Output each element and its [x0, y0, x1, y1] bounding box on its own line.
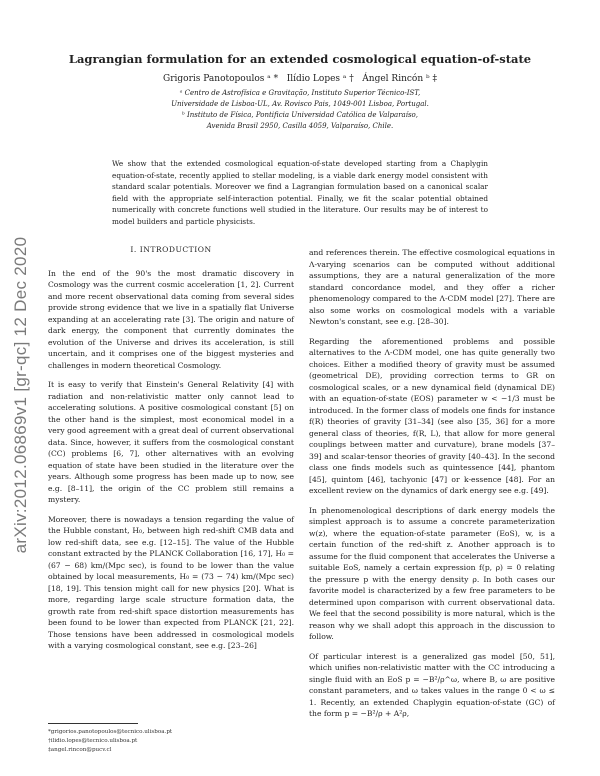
affiliation-line-4: Avenida Brasil 2950, Casilla 4059, Valparaíso, Chile. [206, 122, 394, 130]
paragraph: In the end of the 90's the most dramatic discovery in Cosmology was the current cosmic acceleration [1, 2]. Current and more recent observational data coming from several sides provide strong evidence that we live in a spatially flat Universe expanding at an accelerating rate [3]. The origin and nature of dark energy, the component that currently dominates the evolution of the Universe and drives its acceleration, is still uncertain, and it comprises one of the biggest mysteries and challenges in modern theoretical Cosmology. [48, 268, 294, 370]
paragraph: Moreover, there is nowadays a tension regarding the value of the Hubble constant, H₀, between high red-shift CMB data and low red-shift data, see e.g. [12–15]. The value of the Hubble constant extracted by the PLANCK Collaboration [16, 17], H₀ = (67 − 68) km/(Mpc sec), is found to be lower than the value obtained by local measurements, H₀ = (73 − 74) km/(Mpc sec) [18, 19]. This tension might call for new physics [20]. What is more, regarding large scale structure formation data, the growth rate from red-shift space distortion measurements has been found to be lower than expected from PLANCK [21, 22]. Those tensions have been addressed in cosmological models with a varying cosmological constant, see e.g. [23–26] [48, 514, 294, 650]
paragraph: In phenomenological descriptions of dark energy models the simplest approach is to assume a concrete parameterization w(z), where the equation-of-state parameter (EoS), w, is a certain function of the red-shift z. Another approach is to assume for the fluid component that accelerates the Universe a suitable EoS, namely a certain expression f(p, ρ) = 0 relating the pressure p with the energy density ρ. In both cases our favorite model is characterized by a few free parameters to be determined upon comparison with current observational data. We feel that the second possibility is more natural, which is the reason why we shall adopt this approach in the discussion to follow. [309, 505, 555, 641]
paragraph: Of particular interest is a generalized gas model [50, 51], which unifies non-relativistic matter with the CC introducing a single fluid with an EoS p = −B²/ρ^ω, where B, ω are positive constant parameters, and ω takes values in the range 0 < ω ≤ 1. Recently, an extended Chaplygin equation-of-state (GC) of the form p = −B²/ρ + A²ρ, [309, 651, 555, 718]
paragraph: and references therein. The effective cosmological equations in Λ-varying scenarios can be computed without additional assumptions, they are a natural generalization of the more standard concordance model, and they offer a richer phenomenology compared to the Λ-CDM model [27]. There are also some works on cosmological models with a variable Newton's constant, see e.g. [28–30]. [309, 248, 555, 326]
footnote-rule [48, 723, 138, 724]
section-heading: I. INTRODUCTION [130, 245, 212, 254]
footnote: ‡angel.rincon@pucv.cl [48, 747, 112, 753]
footnotes [48, 723, 294, 755]
paragraph: Regarding the aforementioned problems and possible alternatives to the Λ-CDM model, one has quite generally two choices. Either a modified theory of gravity must be assumed (geometrical DE), providing correction terms to GR on cosmological scales, or a new dynamical field (dynamical DE) with an equation-of-state (EOS) parameter w < −1/3 must be introduced. In the former class of models one finds for instance f(R) theories of gravity [31–34] (see also [35, 36] for a more general class of theories, f(R, L), that allow for more general couplings between matter and curvature), brane models [37–39] and scalar-tensor theories of gravity [40–43]. In the second class one finds models such as quintessence [44], phantom [45], quintom [46], tachyonic [47] or k-essence [48]. For an excellent review on the dynamics of dark energy see e.g. [49]. [309, 336, 555, 495]
arxiv-identifier: arXiv:2012.06869v1 [gr-qc] 12 Dec 2020 [11, 236, 30, 554]
affiliation-line-2: Universidade de Lisboa-UL, Av. Rovisco Pais, 1049-001 Lisboa, Portugal. [171, 100, 429, 108]
author-list: Grigoris Panotopoulos ᵃ * Ilídio Lopes ᵃ † Ángel Rincón ᵇ ‡ [163, 74, 437, 84]
footnote: *grigorios.panotopoulos@tecnico.ulisboa.pt [48, 729, 173, 735]
footnote: †ilidio.lopes@tecnico.ulisboa.pt [48, 738, 138, 744]
affiliation-line-3: ᵇ Instituto de Física, Pontificia Universidad Católica de Valparaíso, [181, 111, 418, 119]
abstract: We show that the extended cosmological equation-of-state developed starting from a Chaplygin equation-of-state, recently applied to stellar modeling, is a viable dark energy model consistent with standard scalar potentials. Moreover we find a Lagrangian formulation based on a canonical scalar field with the appropriate self-interaction potential. Finally, we fit the scalar potential obtained numerically with concrete functions well studied in the literature. Our results may be of interest to model builders and particle physicists. [112, 159, 488, 226]
paper-title: Lagrangian formulation for an extended cosmological equation-of-state [68, 52, 532, 66]
paragraph: It is easy to verify that Einstein's General Relativity [4] with radiation and non-relativistic matter only cannot lead to accelerating solutions. A positive cosmological constant [5] on the other hand is the simplest, most economical model in a very good agreement with a great deal of current observational data. Since, however, it suffers from the cosmological constant (CC) problems [6, 7], other alternatives with an evolving equation of state have been studied in the literature over the years. Although some progress has been made up to now, see e.g. [8–11], the origin of the CC problem still remains a mystery. [48, 380, 294, 504]
affiliation-line-1: ᵃ Centro de Astrofísica e Gravitação, Instituto Superior Técnico-IST, [179, 89, 421, 97]
right-column [309, 247, 555, 728]
left-column [48, 244, 294, 660]
